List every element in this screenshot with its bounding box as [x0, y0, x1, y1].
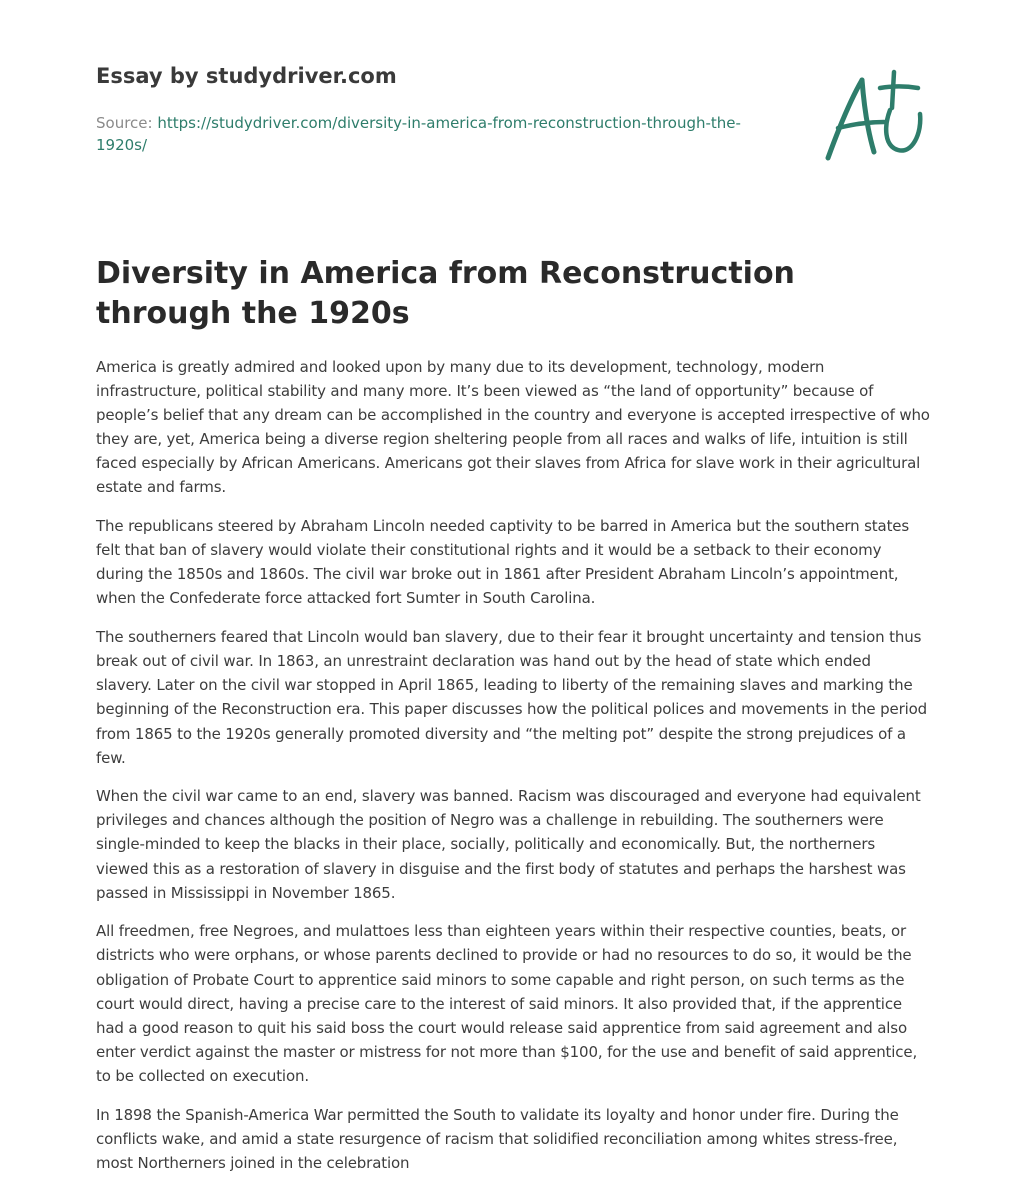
essay-paragraph: The republicans steered by Abraham Lincoln needed captivity to be barred in America but the southern states felt that ban of slavery would violate their constitutional rights and it would be a setback to their economy during the 1850s and 1860s. The civil war broke out in 1861 after President Abraham Lincoln’s appointment, when the Confederate force attacked fort Sumter in South Carolina. — [96, 517, 910, 608]
source-label: Source: — [96, 114, 153, 132]
source-line — [96, 112, 776, 156]
essay-paragraph: America is greatly admired and looked upon by many due to its development, technology, modern infrastructure, political stability and many more. It’s been viewed as “the land of opportunity” because of people’s belief that any dream can be accomplished in the country and everyone is accepted irrespective of who they are, yet, America being a diverse region sheltering people from all races and walks of life, intuition is still faced especially by African Americans. Americans got their slaves from Africa for slave work in their agricultural estate and farms. — [96, 358, 930, 497]
essay-body — [96, 355, 930, 1189]
a-plus-logo-icon — [818, 66, 928, 166]
source-link[interactable]: https://studydriver.com/diversity-in-america-from-reconstruction-through-the-1920s/ — [96, 114, 741, 154]
essay-paragraph: The southerners feared that Lincoln would ban slavery, due to their fear it brought uncertainty and tension thus break out of civil war. In 1863, an unrestraint declaration was hand out by the head of state which ended slavery. Later on the civil war stopped in April 1865, leading to liberty of the remaining slaves and marking the beginning of the Reconstruction era. This paper discusses how the political polices and movements in the period from 1865 to the 1920s generally promoted diversity and “the melting pot” despite the strong prejudices of a few. — [96, 628, 928, 767]
essay-paragraph: When the civil war came to an end, slavery was banned. Racism was discouraged and everyone had equivalent privileges and chances although the position of Negro was a challenge in rebuilding. The southerners were single-minded to keep the blacks in their place, socially, politically and economically. But, the northerners viewed this as a restoration of slavery in disguise and the first body of statutes and perhaps the harshest was passed in Mississippi in November 1865. — [96, 787, 921, 902]
essay-title: Diversity in America from Reconstruction through the 1920s — [96, 256, 795, 331]
site-title: Essay by studydriver.com — [96, 64, 397, 88]
essay-paragraph: In 1898 the Spanish-America War permitted the South to validate its loyalty and honor under fire. During the conflicts wake, and amid a state resurgence of racism that solidified reconciliation among whites stress-free, most Northerners joined in the celebration — [96, 1105, 899, 1172]
essay-paragraph: All freedmen, free Negroes, and mulattoes less than eighteen years within their respective counties, beats, or districts who were orphans, or whose parents declined to provide or had no resources to do so, it would be the obligation of Probate Court to apprentice said minors to some capable and right person, on such terms as the court would direct, having a precise care to the interest of said minors. It also provided that, if the apprentice had a good reason to quit his said boss the court would release said apprentice from said agreement and also enter verdict against the master or mistress for not more than $100, for the use and benefit of said apprentice, to be collected on execution. — [96, 922, 918, 1085]
